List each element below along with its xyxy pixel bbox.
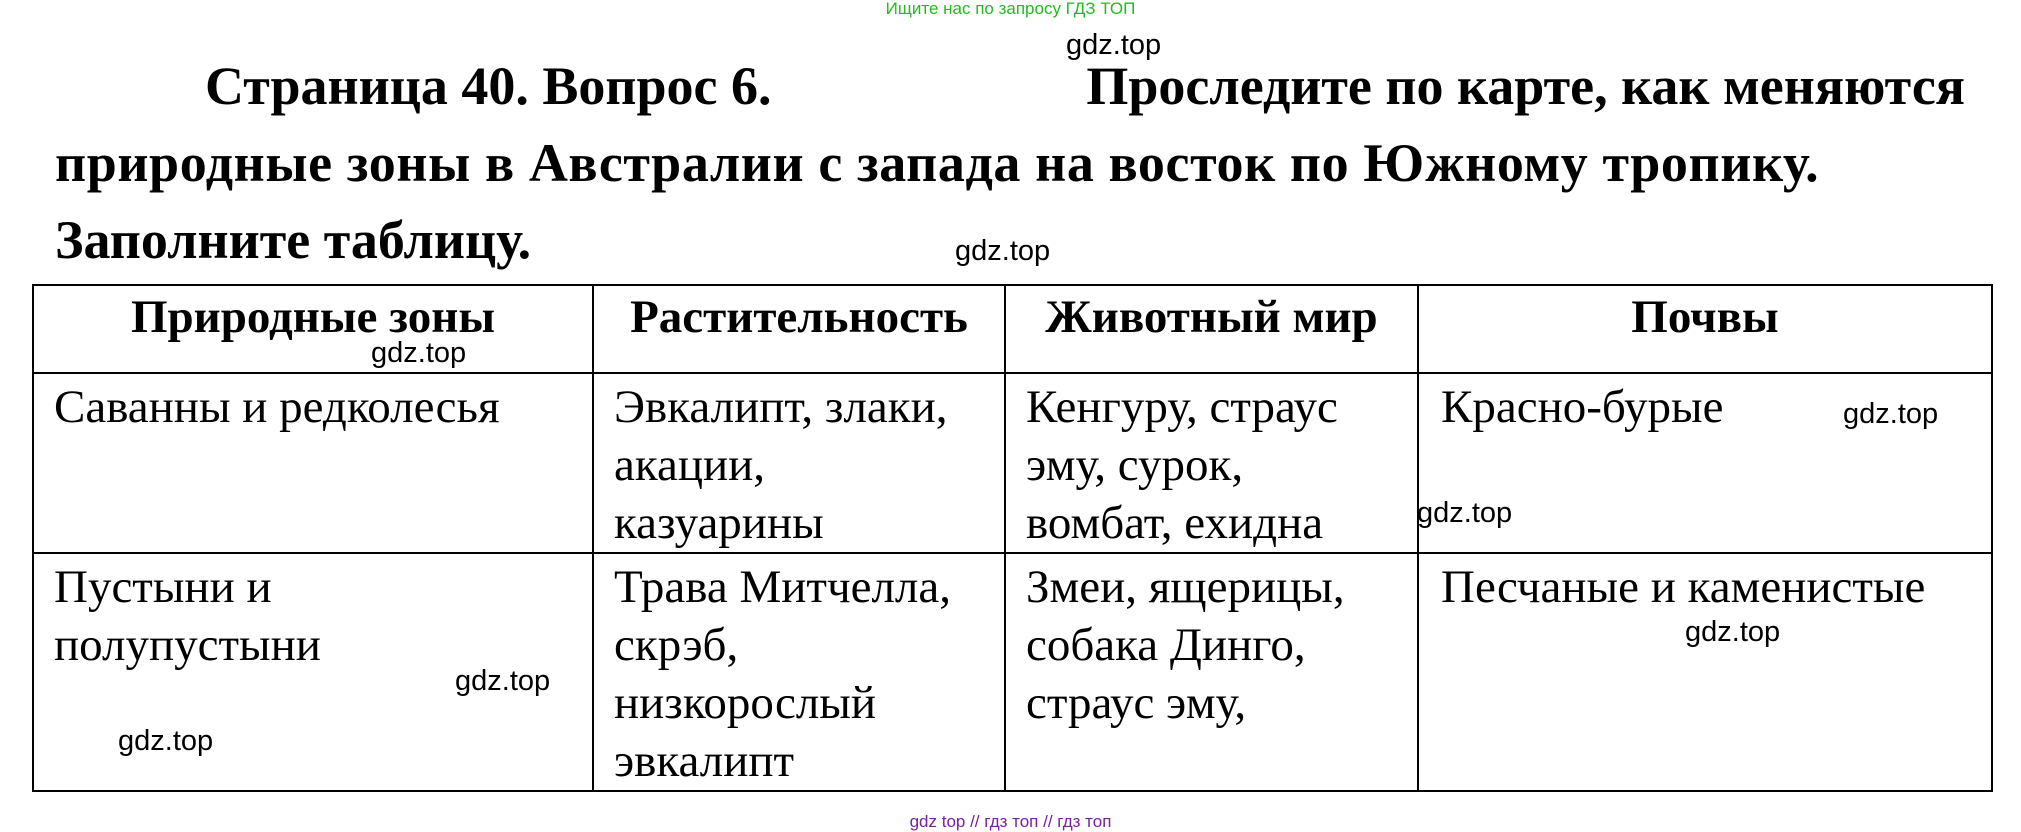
watermark: gdz.top <box>371 337 467 369</box>
title-page-question: Страница 40. Вопрос 6. <box>205 56 772 116</box>
cell-fauna: Змеи, ящерицы, собака Динго, страус эму, <box>1026 561 1345 729</box>
table-cell <box>1418 553 1992 791</box>
table-cell <box>33 373 593 553</box>
watermark: gdz.top <box>118 725 214 757</box>
table-cell <box>593 553 1005 791</box>
watermark: gdz.top <box>455 665 551 697</box>
cell-vegetation: Трава Митчелла, скрэб, низкорослый эвкалипт <box>614 561 951 787</box>
watermark: gdz.top <box>1066 29 1162 61</box>
cell-zone: Саванны и редколесья <box>54 381 500 433</box>
watermark: gdz.top <box>1843 398 1939 430</box>
watermark: gdz.top <box>955 235 1051 267</box>
title-line-3: Заполните таблицу. <box>55 210 532 270</box>
title-instruction-start: Проследите по карте, как меняются <box>1086 56 1965 116</box>
header-natural-zones: Природные зоны <box>33 285 593 373</box>
cell-vegetation: Эвкалипт, злаки, акации, казуарины <box>614 381 948 549</box>
cell-soil: Красно-бурые <box>1441 381 1724 433</box>
table-cell <box>1005 553 1418 791</box>
table-cell <box>593 373 1005 553</box>
nature-zones-table <box>32 284 1993 792</box>
title-line-1 <box>55 48 1965 125</box>
header-vegetation: Растительность <box>593 285 1005 373</box>
table-row <box>33 553 1992 791</box>
search-banner: Ищите нас по запросу ГДЗ ТОП <box>885 0 1136 18</box>
header-soils: Почвы <box>1418 285 1992 373</box>
cell-fauna: Кенгуру, страус эму, сурок, вомбат, ехидна <box>1026 381 1338 549</box>
table-cell <box>1005 373 1418 553</box>
watermark: gdz.top <box>1417 497 1513 529</box>
bottom-banner: gdz top // гдз топ // гдз топ <box>909 812 1112 831</box>
table-header-row <box>33 285 1992 373</box>
cell-soil: Песчаные и каменистые <box>1441 561 1926 613</box>
title-line-2: природные зоны в Австралии с запада на восток по Южному тропику. <box>55 133 1820 193</box>
table-row <box>33 373 1992 553</box>
header-fauna: Животный мир <box>1005 285 1418 373</box>
cell-zone: Пустыни и полупустыни <box>54 561 321 671</box>
watermark: gdz.top <box>1685 616 1781 648</box>
